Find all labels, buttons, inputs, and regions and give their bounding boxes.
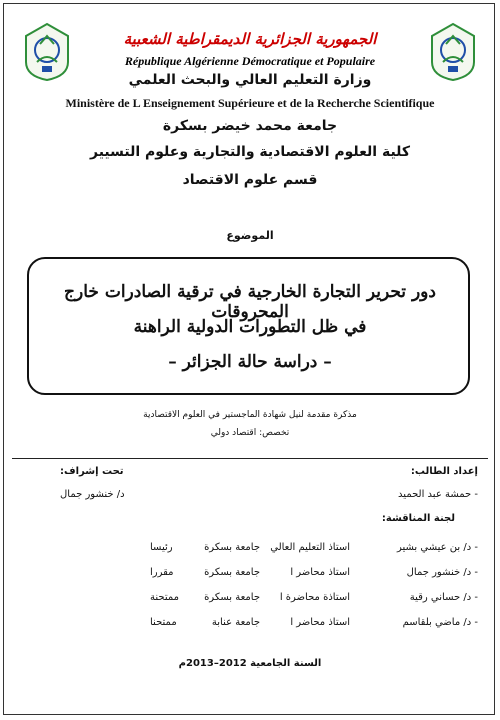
- republic-title-fr: République Algérienne Démocratique et Populaire: [124, 54, 376, 68]
- supervisor-label: تحت إشراف:: [60, 466, 124, 477]
- committee-label: لجنة المناقشة:: [381, 513, 455, 524]
- committee-member-role: رئيسا: [150, 542, 173, 553]
- committee-member-rank: استاذ التعليم العالي: [270, 542, 350, 553]
- committee-member-rank: استاذ محاضر ا: [290, 617, 350, 628]
- student-name: - حمشة عبد الحميد: [398, 489, 478, 500]
- academic-year: السنة الجامعية 2012–2013م: [178, 658, 322, 669]
- committee-member-name: - د/ خنشور جمال: [406, 567, 478, 578]
- specialty: تخصص: اقتصاد دولي: [210, 428, 290, 438]
- committee-member-rank: استاذ محاضر ا: [290, 567, 350, 578]
- committee-member-rank: استاذة محاضرة ا: [279, 592, 350, 603]
- department-name: قسم علوم الاقتصاد: [182, 172, 318, 188]
- committee-member-role: ممتحنا: [150, 617, 177, 628]
- university-logo-right: [428, 22, 478, 82]
- committee-member-name: - د/ حساني رقية: [409, 592, 478, 603]
- thesis-title-line-1: دور تحرير التجارة الخارجية في ترقية الصادرات خارج المحروقات: [64, 282, 436, 322]
- committee-member-university: جامعة عنابة: [211, 617, 260, 628]
- ministry-title-fr: Ministère de L Enseignement Supérieure et de la Recherche Scientifique: [65, 96, 435, 110]
- faculty-name: كلية العلوم الاقتصادية والتجارية وعلوم التسيير: [89, 144, 411, 160]
- republic-title-ar: الجمهورية الجزائرية الديمقراطية الشعبية: [123, 30, 377, 48]
- committee-member-name: - د/ ماضي بلقاسم: [402, 617, 478, 628]
- ministry-title-ar: وزارة التعليم العالي والبحث العلمي: [128, 72, 372, 88]
- topic-label: الموضوع: [226, 229, 274, 242]
- committee-member-university: جامعة بسكرة: [204, 542, 260, 553]
- committee-member-university: جامعة بسكرة: [204, 592, 260, 603]
- supervisor-name: د/ خنشور جمال: [60, 489, 125, 500]
- university-logo-left: [22, 22, 72, 82]
- committee-member-role: ممتحنة: [150, 592, 179, 603]
- thesis-title-line-3: – دراسة حالة الجزائر –: [168, 352, 332, 372]
- section-divider: [12, 458, 488, 459]
- committee-member-name: - د/ بن عيشي بشير: [396, 542, 478, 553]
- student-label: إعداد الطالب:: [410, 466, 478, 477]
- thesis-title-line-2: في ظل التطورات الدولية الراهنة: [133, 317, 367, 337]
- memo-statement: مذكرة مقدمة لنيل شهادة الماجستير في العلوم الاقتصادية: [143, 410, 357, 420]
- committee-member-role: مقررا: [150, 567, 174, 578]
- committee-member-university: جامعة بسكرة: [204, 567, 260, 578]
- university-name: جامعة محمد خيضر بسكرة: [162, 118, 338, 134]
